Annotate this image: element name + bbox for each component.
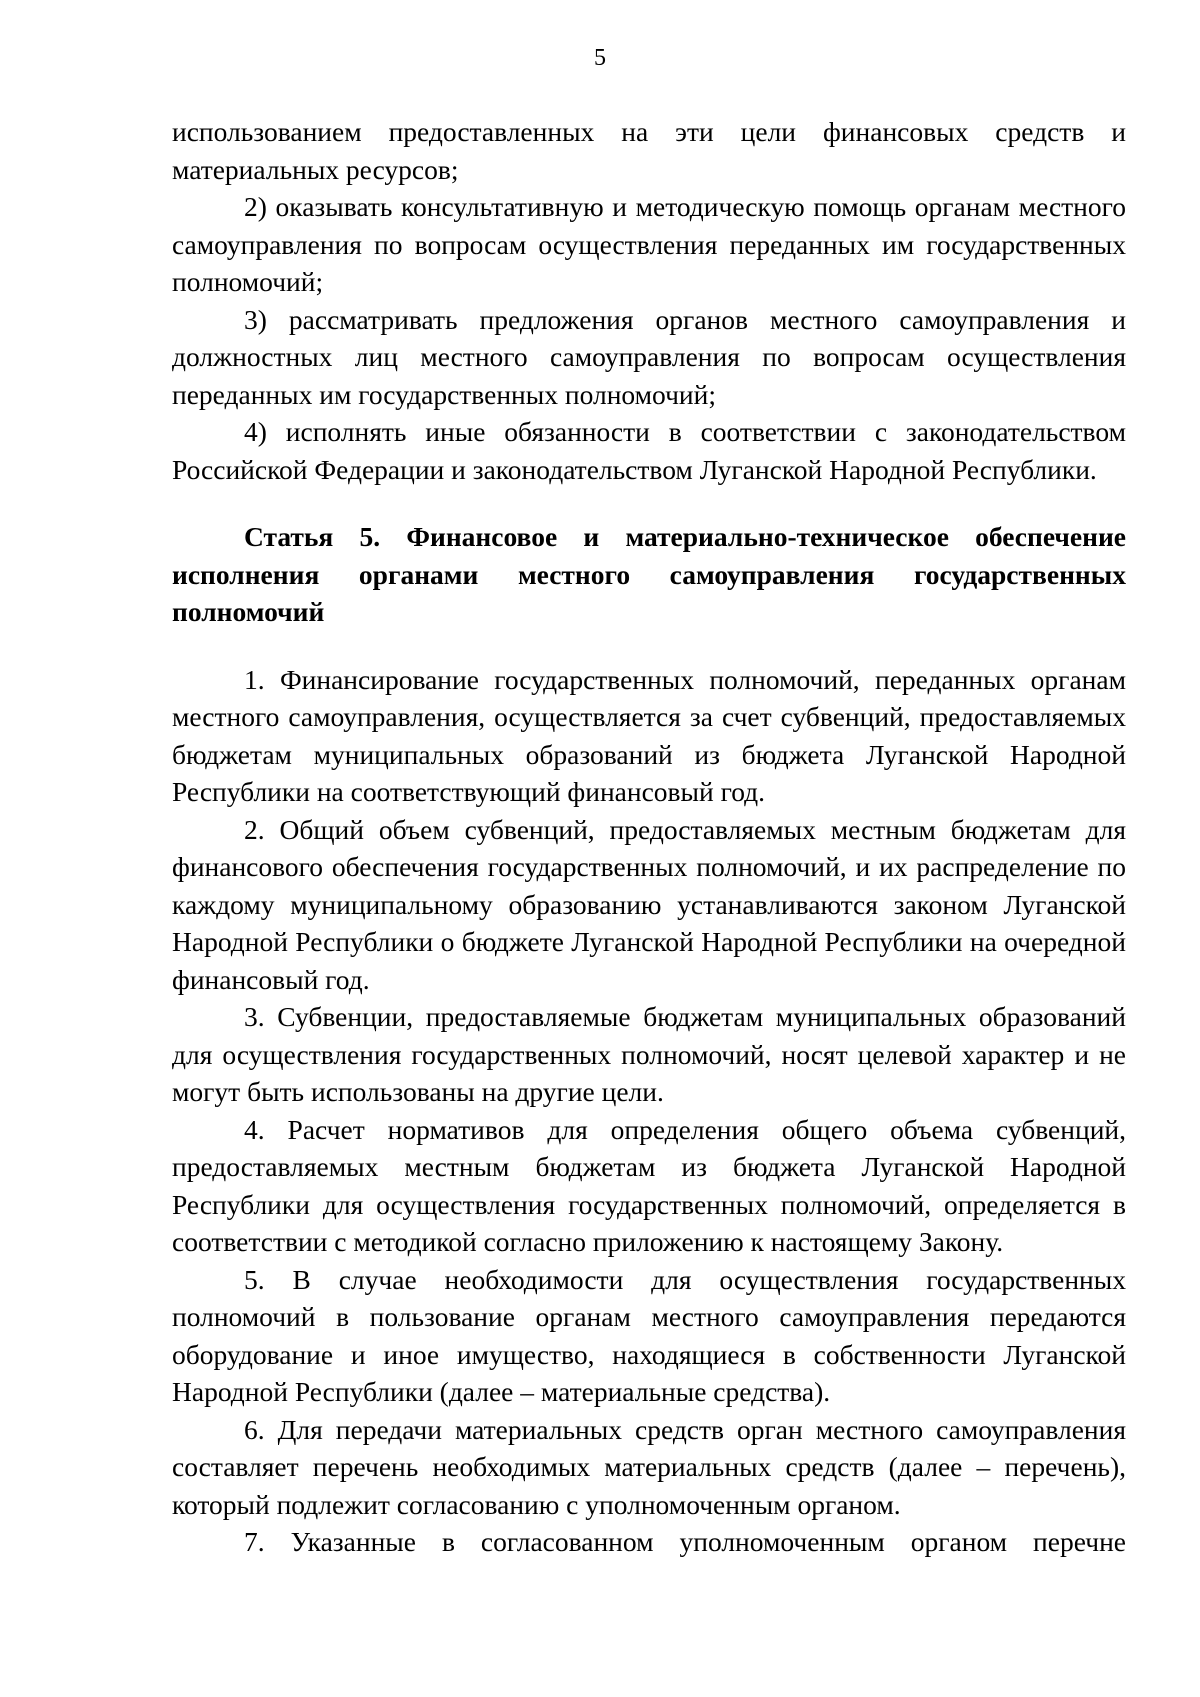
article-5-clause-4: 4. Расчет нормативов для определения общего объема субвенций, предоставляемых местным бюджетам из бюджета Луганской Народной Республики для осуществления государственных полномочий, определяется в соответствии с методикой согласно приложению к настоящему Закону. [172,1113,1126,1257]
document-body [172,113,1126,1561]
page-number: 5 [594,45,606,71]
article-5-clause-1: 1. Финансирование государственных полномочий, переданных органам местного самоуправления, осуществляется за счет субвенций, предоставляемых бюджетам муниципальных образований из бюджета Луганской Народной Республики на соответствующий финансовый год. [172,663,1126,807]
list-item-2: 2) оказывать консультативную и методическую помощь органам местного самоуправления по вопросам осуществления переданных им государственных полномочий; [172,191,1126,297]
list-item-3: 3) рассматривать предложения органов местного самоуправления и должностных лиц местного самоуправления по вопросам осуществления переданных им государственных полномочий; [172,303,1126,410]
paragraph-continuation: использованием предоставленных на эти цели финансовых средств и материальных ресурсов; [172,116,1126,185]
article-5-clause-6: 6. Для передачи материальных средств орган местного самоуправления составляет перечень необходимых материальных средств (далее – перечень), который подлежит согласованию с уполномоченным органом. [172,1413,1126,1520]
article-5-clause-5: 5. В случае необходимости для осуществления государственных полномочий в пользование органам местного самоуправления передаются оборудование и иное имущество, находящиеся в собственности Луганской Народной Республики (далее – материальные средства). [172,1263,1126,1407]
article-5-clause-2: 2. Общий объем субвенций, предоставляемых местным бюджетам для финансового обеспечения государственных полномочий, и их распределение по каждому муниципальному образованию устанавливаются законом Луганской Народной Республики о бюджете Луганской Народной Республики на очередной финансовый год. [172,813,1126,995]
article-5-clause-7: 7. Указанные в согласованном уполномоченным органом перечне [244,1526,1126,1557]
list-item-4: 4) исполнять иные обязанности в соответствии с законодательством Российской Федерации и законодательством Луганской Народной Республики. [172,416,1126,485]
article-5-heading: Статья 5. Финансовое и материально-техническое обеспечение исполнения органами местного самоуправления государственных полномочий [172,521,1126,627]
article-5-clause-3: 3. Субвенции, предоставляемые бюджетам муниципальных образований для осуществления государственных полномочий, носят целевой характер и не могут быть использованы на другие цели. [172,1001,1126,1107]
